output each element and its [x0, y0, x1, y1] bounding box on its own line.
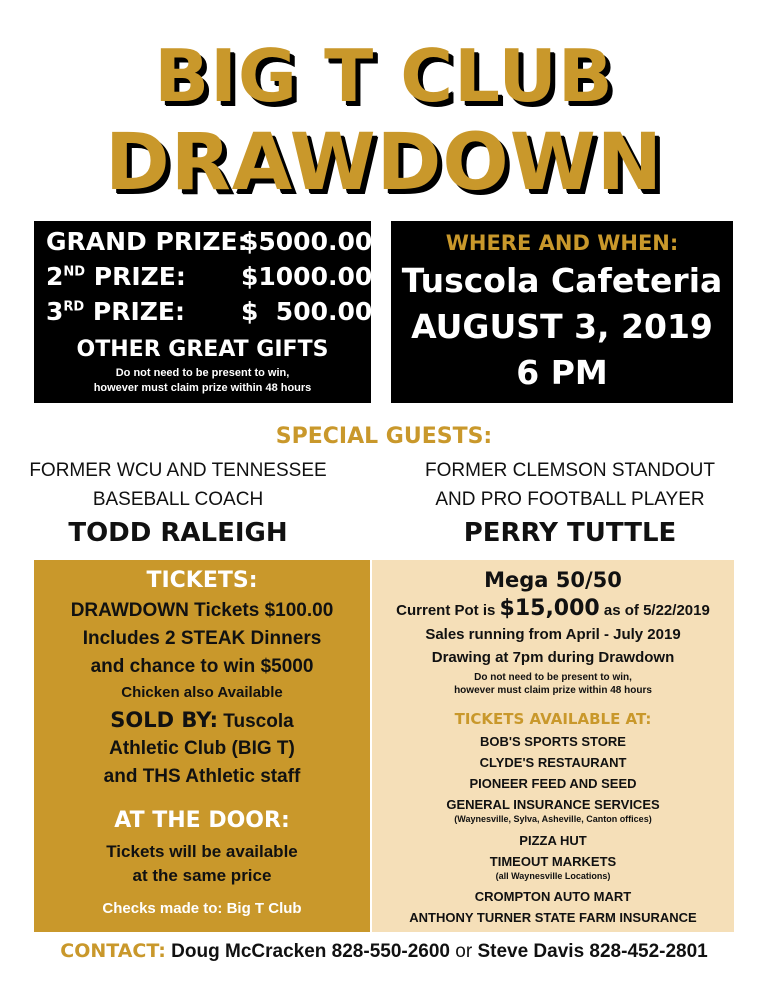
grand-prize-label: GRAND PRIZE:	[46, 227, 248, 256]
guest-left	[8, 456, 348, 548]
mega-note-2: however must claim prize within 48 hours	[454, 685, 652, 696]
mega-pot-line	[372, 596, 734, 621]
sold-by-3: and THS Athletic staff	[103, 766, 301, 787]
event-time: 6 PM	[516, 353, 608, 392]
guest-right-name: PERRY TUTTLE	[463, 518, 677, 548]
tickets-line-3: and chance to win $5000	[90, 656, 314, 677]
pot-amount: $15,000	[499, 596, 600, 621]
location-8: ANTHONY TURNER STATE FARM INSURANCE	[409, 910, 697, 925]
mega-note-1: Do not need to be present to win,	[474, 672, 632, 683]
second-prize-row	[46, 262, 373, 291]
tickets-line-2: Includes 2 STEAK Dinners	[82, 628, 322, 649]
guest-right	[400, 456, 740, 548]
location-6-sub: (all Waynesville Locations)	[495, 871, 611, 881]
mega-drawing: Drawing at 7pm during Drawdown	[431, 649, 675, 666]
guest-right-line-1: FORMER CLEMSON STANDOUT	[425, 460, 715, 481]
tickets-available-header: TICKETS AVAILABLE AT:	[454, 710, 652, 728]
location-5: PIZZA HUT	[519, 833, 587, 848]
contact-person-1: Doug McCracken 828-550-2600	[165, 941, 450, 962]
where-when-box	[391, 221, 733, 403]
other-gifts: OTHER GREAT GIFTS	[76, 337, 329, 362]
location-7: CROMPTON AUTO MART	[474, 889, 632, 904]
event-place: Tuscola Cafeteria	[401, 261, 723, 300]
special-guests-header: SPECIAL GUESTS:	[275, 424, 493, 449]
location-4-sub: (Waynesville, Sylva, Asheville, Canton offices)	[454, 814, 652, 824]
tickets-box	[34, 560, 370, 932]
mega-sales: Sales running from April - July 2019	[425, 626, 681, 643]
event-date: AUGUST 3, 2019	[411, 307, 713, 346]
guest-right-line-2: AND PRO FOOTBALL PLAYER	[435, 489, 705, 510]
mega-5050-box	[372, 560, 734, 932]
third-prize-row	[46, 297, 373, 326]
second-prize-amount: $1000.00	[241, 262, 373, 291]
pot-pre: Current Pot is	[396, 602, 500, 619]
grand-prize-amount: $5000.00	[241, 227, 373, 256]
guest-left-line-1: FORMER WCU AND TENNESSEE	[29, 460, 327, 481]
contact-or: or	[450, 941, 478, 962]
prize-note-2: however must claim prize within 48 hours	[93, 382, 312, 394]
contact-line	[0, 940, 768, 963]
tickets-line-1: DRAWDOWN Tickets $100.00	[70, 600, 334, 621]
guest-left-name: TODD RALEIGH	[68, 518, 288, 548]
third-prize-num: 3	[46, 297, 64, 326]
second-prize-label: PRIZE:	[85, 262, 186, 291]
prize-note-1: Do not need to be present to win,	[115, 367, 290, 379]
third-prize-amount: $ 500.00	[241, 297, 373, 326]
location-1: BOB'S SPORTS STORE	[480, 734, 626, 749]
sold-by-2: Athletic Club (BIG T)	[109, 738, 295, 759]
where-when-header: WHERE AND WHEN:	[445, 231, 679, 255]
prizes-box	[34, 221, 371, 403]
sold-by-line-1	[34, 708, 370, 733]
tickets-line-4: Chicken also Available	[121, 684, 283, 701]
tickets-header: TICKETS:	[146, 568, 258, 593]
location-3: PIONEER FEED AND SEED	[469, 776, 637, 791]
third-prize-sup: RD	[63, 299, 85, 315]
second-prize-sup: ND	[63, 264, 86, 280]
mega-header: Mega 50/50	[484, 568, 622, 592]
title-line-2: DRAWDOWN	[104, 118, 664, 208]
at-door-header: AT THE DOOR:	[114, 808, 290, 833]
at-door-1: Tickets will be available	[106, 842, 298, 861]
checks-made-to: Checks made to: Big T Club	[102, 900, 302, 917]
sold-by-label: SOLD BY:	[110, 708, 219, 732]
location-6: TIMEOUT MARKETS	[489, 854, 617, 869]
title-line-1: BIG T CLUB	[154, 34, 614, 118]
contact-label: CONTACT:	[60, 940, 166, 962]
location-2: CLYDE'S RESTAURANT	[479, 755, 627, 770]
second-prize-num: 2	[46, 262, 64, 291]
pot-post: as of 5/22/2019	[599, 602, 710, 619]
sold-by-1: Tuscola	[218, 711, 294, 732]
location-4: GENERAL INSURANCE SERVICES	[446, 797, 660, 812]
third-prize-label: PRIZE:	[84, 297, 185, 326]
contact-person-2: Steve Davis 828-452-2801	[477, 941, 708, 962]
grand-prize-row	[46, 227, 373, 256]
at-door-2: at the same price	[132, 866, 272, 885]
guest-left-line-2: BASEBALL COACH	[92, 489, 264, 510]
